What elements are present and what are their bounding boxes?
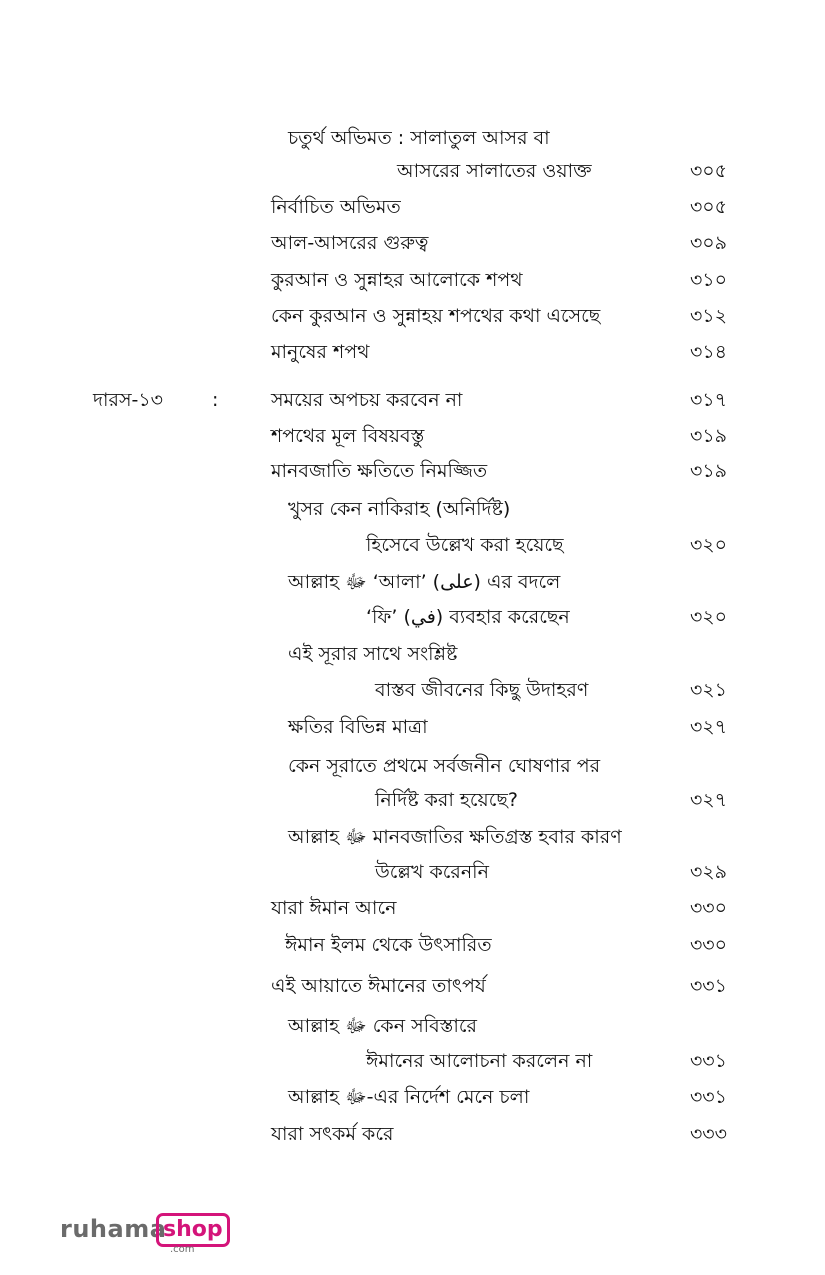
- toc-entry-page: ৩৩১: [689, 1050, 727, 1072]
- toc-entry-text: হিসেবে উল্লেখ করা হয়েছে: [366, 534, 564, 556]
- toc-entry-text: কুরআন ও সুন্নাহর আলোকে শপথ: [271, 269, 523, 291]
- toc-entry-page: ৩২১: [689, 679, 727, 701]
- toc-entry-page: ৩১৪: [689, 341, 727, 363]
- toc-entry-page: ৩০৫: [689, 160, 727, 182]
- toc-entry-text: আল্লাহ ﷻ মানবজাতির ক্ষতিগ্রস্ত হবার কারণ: [288, 826, 622, 848]
- toc-entry-text: কেন কুরআন ও সুন্নাহয় শপথের কথা এসেছে: [271, 305, 601, 327]
- toc-entry-page: ৩২০: [689, 606, 727, 628]
- toc-entry-page: ৩২৭: [689, 789, 727, 811]
- logo-text-shop: shop: [156, 1213, 230, 1247]
- toc-entry-page: ৩২৯: [689, 861, 727, 883]
- toc-entry-text: এই সূরার সাথে সংশ্লিষ্ট: [288, 643, 458, 665]
- toc-entry-text: আল্লাহ ﷻ-এর নির্দেশ মেনে চলা: [288, 1086, 530, 1108]
- toc-entry-text: মানুষের শপথ: [271, 341, 370, 363]
- logo-text-ruhama: ruhama: [60, 1215, 167, 1243]
- toc-entry-page: ৩৩০: [689, 897, 727, 919]
- toc-entry-text: মানবজাতি ক্ষতিতে নিমজ্জিত: [271, 460, 488, 482]
- toc-entry-text: আল্লাহ ﷻ ‘আলা’ (على) এর বদলে: [288, 571, 561, 593]
- chapter-colon: :: [212, 389, 219, 411]
- toc-entry-text: যারা সৎকর্ম করে: [271, 1123, 394, 1145]
- toc-entry-page: ৩১৯: [689, 425, 727, 447]
- toc-entry-text: যারা ঈমান আনে: [271, 897, 397, 919]
- toc-entry-page: ৩১৯: [689, 460, 727, 482]
- toc-entry-page: ৩২০: [689, 534, 727, 556]
- toc-entry-page: ৩২৭: [689, 716, 727, 738]
- toc-entry-text: খুসর কেন নাকিরাহ (অনির্দিষ্ট): [288, 498, 511, 520]
- toc-entry-page: ৩৩৩: [689, 1123, 727, 1145]
- toc-entry-text: বাস্তব জীবনের কিছু উদাহরণ: [375, 679, 589, 701]
- toc-entry-text: আল-আসরের গুরুত্ব: [271, 232, 429, 254]
- toc-entry-text: নির্দিষ্ট করা হয়েছে?: [375, 789, 518, 811]
- toc-entry-page: ৩১৭: [689, 389, 727, 411]
- toc-entry-page: ৩৩১: [689, 975, 727, 997]
- toc-entry-text: আসরের সালাতের ওয়াক্ত: [397, 160, 592, 182]
- toc-entry-text: নির্বাচিত অভিমত: [271, 196, 401, 218]
- toc-entry-text: সময়ের অপচয় করবেন না: [271, 389, 463, 411]
- toc-entry-page: ৩০৯: [689, 232, 727, 254]
- toc-entry-text: ঈমান ইলম থেকে উৎসারিত: [285, 934, 492, 956]
- toc-entry-page: ৩৩০: [689, 934, 727, 956]
- toc-entry-page: ৩১০: [689, 269, 727, 291]
- toc-entry-text: শপথের মূল বিষয়বস্তু: [271, 425, 425, 447]
- toc-entry-text: এই আয়াতে ঈমানের তাৎপর্য: [271, 975, 486, 997]
- toc-entry-text: আল্লাহ ﷻ কেন সবিস্তারে: [288, 1015, 477, 1037]
- toc-entry-text: চতুর্থ অভিমত : সালাতুল আসর বা: [288, 127, 550, 149]
- toc-entry-text: ক্ষতির বিভিন্ন মাত্রা: [288, 716, 428, 738]
- logo-text-domain: .com: [170, 1244, 195, 1255]
- toc-entry-page: ৩১২: [689, 305, 727, 327]
- toc-entry-page: ৩০৫: [689, 196, 727, 218]
- toc-entry-page: ৩৩১: [689, 1086, 727, 1108]
- chapter-label: দারস-১৩: [93, 389, 164, 411]
- toc-entry-text: কেন সূরাতে প্রথমে সর্বজনীন ঘোষণার পর: [288, 755, 601, 777]
- toc-entry-text: উল্লেখ করেননি: [375, 861, 489, 883]
- toc-entry-text: ‘ফি’ (في) ব্যবহার করেছেন: [366, 606, 570, 628]
- toc-entry-text: ঈমানের আলোচনা করলেন না: [366, 1050, 593, 1072]
